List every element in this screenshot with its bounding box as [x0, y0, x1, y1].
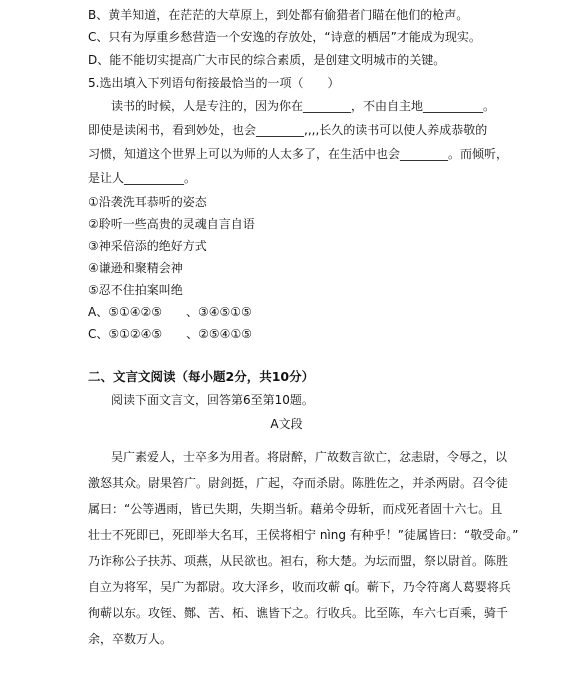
option-b: B、黄羊知道，在茫茫的大草原上，到处都有偷猎者门瞄在他们的枪声。 [88, 8, 469, 22]
passage-line: 徇蕲以东。攻铚、酂、苦、柘、谯皆下之。行收兵。比至陈，车六七百乘，骑千 [88, 606, 509, 620]
passage-line: 自立为将军，吴广为都尉。攻大泽乡，收而攻蕲 qí。蕲下，乃令符离人葛婴将兵 [88, 580, 511, 594]
question-5-paragraph-line: 即使是读闲书，看到妙处，也会________,,,,长久的读书可以使人养成恭敬的 [88, 123, 488, 137]
option-d: D、能不能切实提高广大市民的综合素质，是创建文明城市的关键。 [88, 53, 446, 67]
question-5-item: ①沿袭洗耳恭听的姿态 [88, 195, 207, 209]
passage-title: A文段 [270, 417, 303, 431]
question-5-answer-row: C、⑤①②④⑤ 、②⑤④①⑤ [88, 327, 252, 341]
question-5-paragraph-line: 习惯，知道这个世界上可以为师的人太多了，在生活中也会________。而倾听， [88, 147, 509, 161]
section-title: 二、文言文阅读（每小题2分，共10分） [88, 369, 315, 384]
question-5-paragraph-line: 是让人__________。 [88, 171, 197, 185]
passage-line: 乃诈称公子扶苏、项燕，从民欲也。袒右，称大楚。为坛而盟，祭以尉首。陈胜 [88, 554, 509, 568]
passage-line: 壮士不死即已，死即举大名耳，王侯将相宁 nìng 有种乎！”徒属皆曰：“敬受命。” [88, 528, 519, 542]
passage-line: 属曰：“公等遇雨，皆已失期，失期当斩。藉弟令毋斩，而戍死者固十六七。且 [88, 502, 503, 516]
passage-line: 吴广素爱人，士卒多为用者。将尉醉，广故数言欲亡，忿恚尉，令辱之，以 [111, 450, 508, 464]
question-5-item: ④谦逊和聚精会神 [88, 261, 183, 275]
question-5-stem: 5.选出填入下列语句衔接最恰当的一项（ ） [88, 76, 340, 90]
question-5-item: ⑤忍不住拍案叫绝 [88, 283, 183, 297]
option-c: C、只有为厚重乡愁营造一个安逸的存放处，“诗意的栖居”才能成为现实。 [88, 30, 481, 44]
question-5-answer-row: A、⑤①④②⑤ 、③④⑤①⑤ [88, 305, 252, 319]
section-instruction: 阅读下面文言文，回答第6至第10题。 [111, 393, 314, 407]
passage-line: 余，卒数万人。 [88, 632, 173, 646]
passage-line: 激怒其众。尉果笞广。尉剑挺，广起，夺而杀尉。陈胜佐之，并杀两尉。召令徒 [88, 476, 509, 490]
question-5-paragraph-line: 读书的时候，人是专注的，因为你在________，不由自主地__________。 [111, 99, 496, 113]
question-5-item: ②聆听一些高贵的灵魂自言自语 [88, 217, 255, 231]
question-5-item: ③神采倍添的绝好方式 [88, 239, 207, 253]
